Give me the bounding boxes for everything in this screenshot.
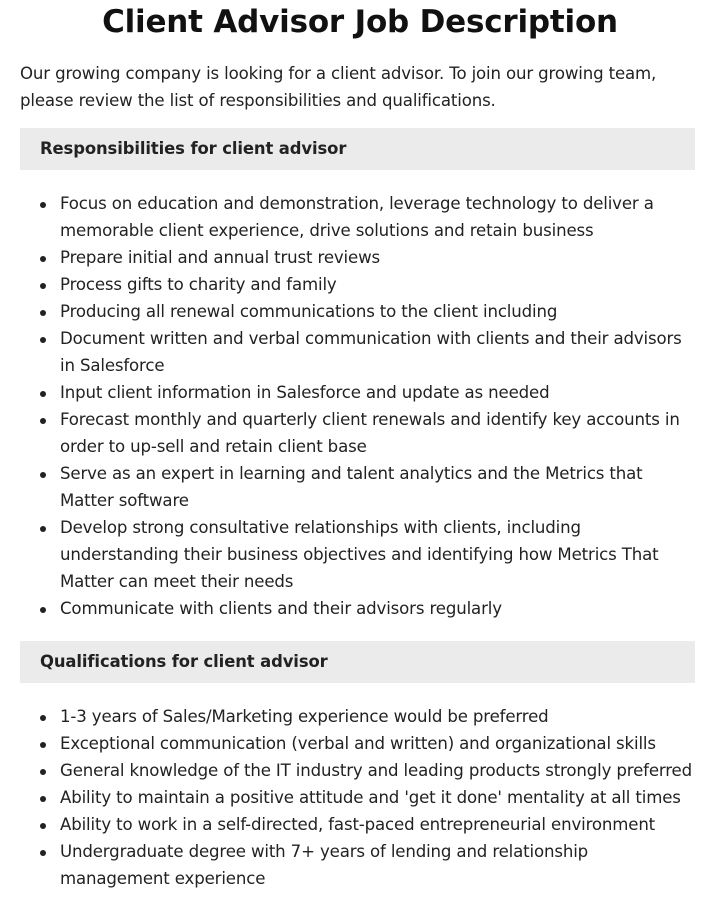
responsibility-text: Communicate with clients and their advisors regularly xyxy=(60,599,502,618)
responsibility-text: Prepare initial and annual trust reviews xyxy=(60,248,380,267)
responsibilities-header xyxy=(20,128,695,170)
list-item xyxy=(20,595,700,622)
bullet-icon xyxy=(40,391,46,397)
bullet-icon xyxy=(40,472,46,478)
bullet-icon xyxy=(40,850,46,856)
responsibility-text: Serve as an expert in learning and talent analytics and the Metrics that Matter software xyxy=(60,464,643,510)
list-item xyxy=(20,757,700,784)
bullet-icon xyxy=(40,202,46,208)
qualification-text: Undergraduate degree with 7+ years of lending and relationship management experience xyxy=(60,842,589,888)
list-item xyxy=(20,271,700,298)
bullet-icon xyxy=(40,283,46,289)
list-item xyxy=(20,406,700,460)
bullet-icon xyxy=(40,418,46,424)
list-item xyxy=(20,730,700,757)
bullet-icon xyxy=(40,256,46,262)
qualifications-list xyxy=(20,703,700,892)
responsibility-text: Develop strong consultative relationships with clients, including understanding their business objectives and identifying how Metrics That Matter can meet their needs xyxy=(60,518,659,591)
bullet-icon xyxy=(40,742,46,748)
list-item xyxy=(20,703,700,730)
list-item xyxy=(20,460,700,514)
page-title: Client Advisor Job Description xyxy=(102,4,618,40)
responsibility-text: Input client information in Salesforce and update as needed xyxy=(60,383,550,402)
bullet-icon xyxy=(40,823,46,829)
responsibility-text: Focus on education and demonstration, leverage technology to deliver a memorable client experience, drive solutions and retain business xyxy=(60,194,654,240)
bullet-icon xyxy=(40,607,46,613)
intro-paragraph: Our growing company is looking for a client advisor. To join our growing team, please review the list of responsibilities and qualifications. xyxy=(20,64,657,110)
qualification-text: Exceptional communication (verbal and written) and organizational skills xyxy=(60,734,656,753)
responsibility-text: Document written and verbal communication with clients and their advisors in Salesforce xyxy=(60,329,682,375)
list-item xyxy=(20,811,700,838)
responsibility-text: Process gifts to charity and family xyxy=(60,275,337,294)
qualification-text: 1-3 years of Sales/Marketing experience would be preferred xyxy=(60,707,549,726)
list-item xyxy=(20,514,700,595)
list-item xyxy=(20,190,700,244)
responsibilities-heading: Responsibilities for client advisor xyxy=(40,139,347,158)
list-item xyxy=(20,298,700,325)
section-spacer xyxy=(0,622,720,641)
bullet-icon xyxy=(40,796,46,802)
qualification-text: Ability to maintain a positive attitude and 'get it done' mentality at all times xyxy=(60,788,681,807)
qualification-text: General knowledge of the IT industry and leading products strongly preferred xyxy=(60,761,693,780)
qualifications-heading: Qualifications for client advisor xyxy=(40,652,328,671)
list-item xyxy=(20,325,700,379)
list-item xyxy=(20,784,700,811)
list-item xyxy=(20,379,700,406)
responsibility-text: Forecast monthly and quarterly client renewals and identify key accounts in order to up-sell and retain client base xyxy=(60,410,680,456)
bullet-icon xyxy=(40,337,46,343)
list-item xyxy=(20,244,700,271)
bullet-icon xyxy=(40,715,46,721)
responsibilities-list xyxy=(20,190,700,622)
qualification-text: Ability to work in a self-directed, fast-paced entrepreneurial environment xyxy=(60,815,656,834)
list-item xyxy=(20,838,700,892)
bullet-icon xyxy=(40,769,46,775)
qualifications-header xyxy=(20,641,695,683)
bullet-icon xyxy=(40,310,46,316)
bullet-icon xyxy=(40,526,46,532)
responsibility-text: Producing all renewal communications to the client including xyxy=(60,302,558,321)
